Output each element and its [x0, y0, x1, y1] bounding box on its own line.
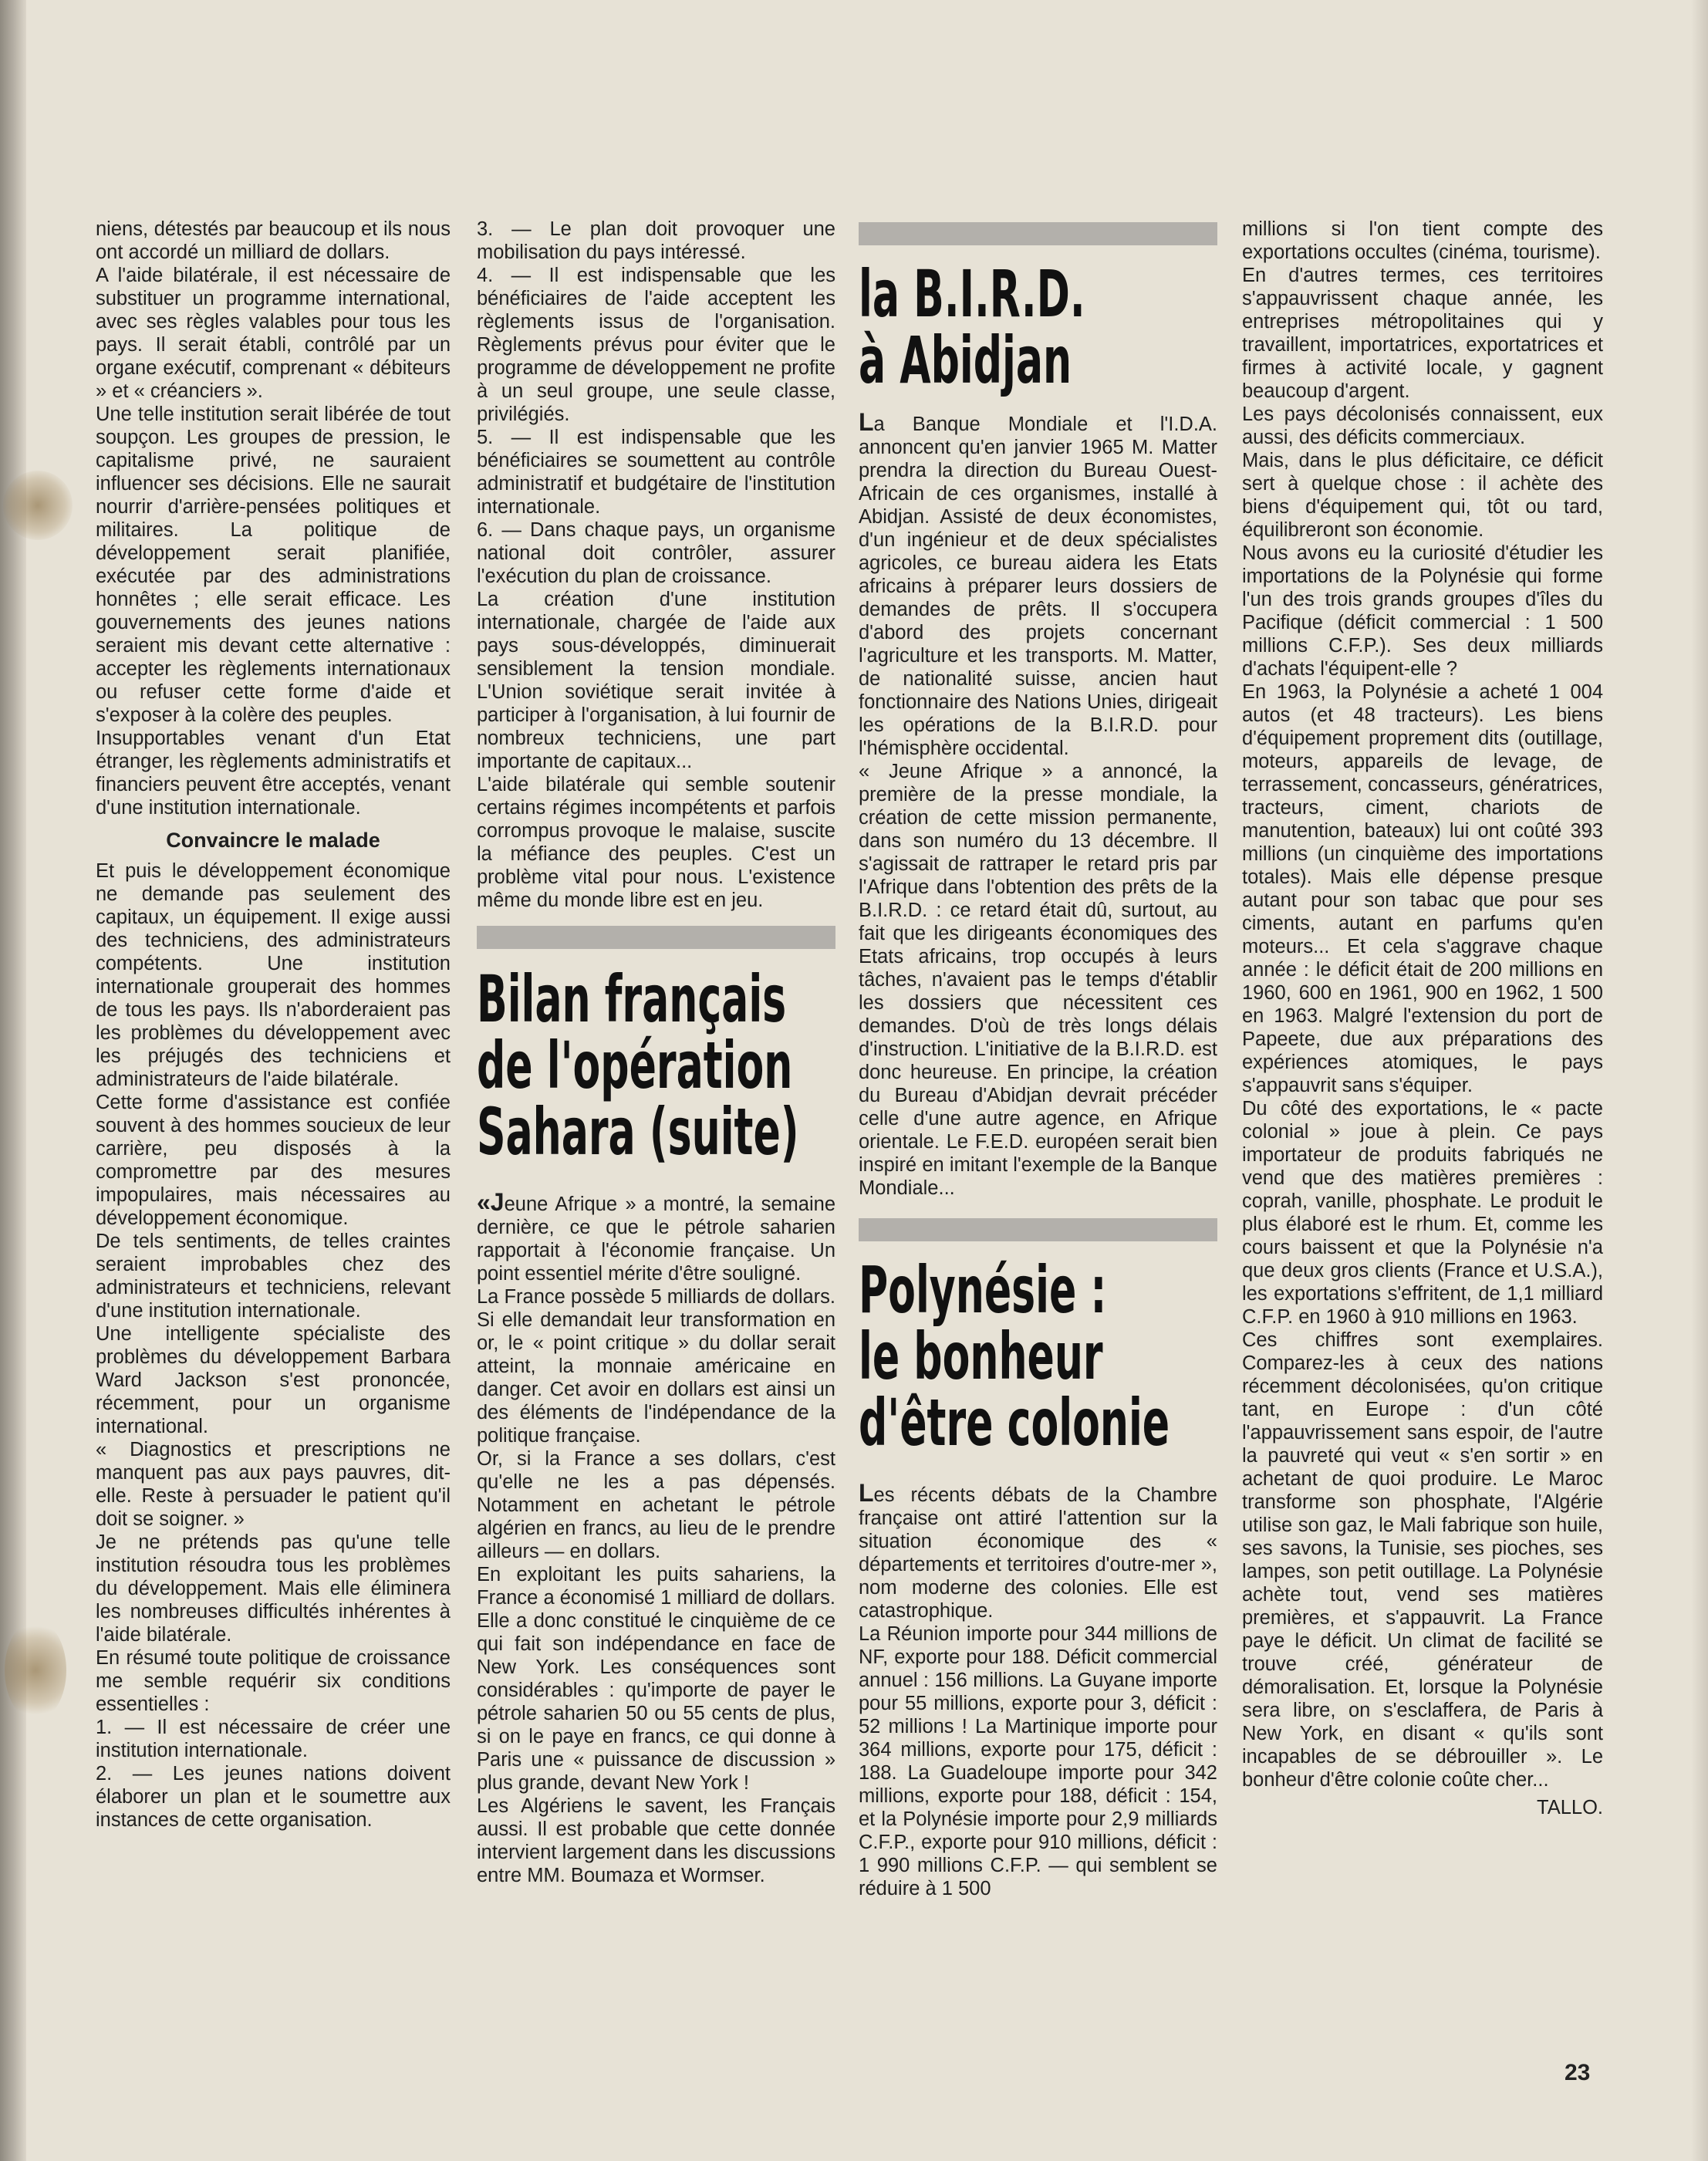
paragraph: Nous avons eu la curiosité d'étudier les importations de la Polynésie qui forme l'un des trois grands groupes d'îles du Pacifique (déficit commercial : 1 500 millions C.F.P.). Ses deux milliards d'achats l'équipent-elle ?	[1242, 542, 1603, 680]
subheading: Convaincre le malade	[166, 829, 380, 852]
paragraph: millions si l'on tient compte des exportations occultes (cinéma, tourisme).	[1242, 218, 1603, 263]
column-4	[1242, 218, 1603, 1819]
paragraph: En exploitant les puits sahariens, la France a économisé 1 milliard de dollars. Elle a donc constitué le cinquième de ce qui fait son indépendance en face de New York. Les conséquences sont considérables : qu'importe de payer le pétrole saharien 50 ou 55 cents de plus, si on le paye en francs, ce qui donne à Paris une « puissance de discussion » plus grande, devant New York !	[477, 1564, 835, 1794]
lead-text: es récents débats de la Chambre française ont attiré l'attention sur la situation économique des « départements et territoires d'outre-mer », nom moderne des colonies. Elle est catastrophique.	[859, 1484, 1217, 1622]
stain-mark	[3, 471, 73, 540]
paragraph: 1. — Il est nécessaire de créer une institution internationale.	[96, 1717, 451, 1761]
section-divider-bar	[477, 926, 835, 949]
paragraph: 5. — Il est indispensable que les bénéficiaires se soumettent au contrôle administratif et budgétaire de l'institution internationale.	[477, 427, 835, 518]
lead-paragraph	[859, 1481, 1217, 1622]
paragraph: 2. — Les jeunes nations doivent élaborer un plan et le soumettre aux instances de cette organisation.	[96, 1763, 451, 1831]
paragraph: En d'autres termes, ces territoires s'appauvrissent chaque année, les entreprises métropolitaines qui y travaillent, importatrices, exportatrices et firmes à activité locale, y gagnent beaucoup d'argent.	[1242, 265, 1603, 402]
headline-line: à Abidjan	[859, 322, 1072, 398]
lead-paragraph	[477, 1190, 835, 1285]
section-divider-bar	[859, 1218, 1217, 1241]
paragraph: Et puis le développement économique ne demande pas seulement des capitaux, un équipement. Il exige aussi des techniciens, des administrateurs compétents. Une institution internationale grouperait des hommes de tous les pays. Ils n'aborderaient pas les problèmes du développement avec les préjugés des techniciens et administrateurs de l'aide bilatérale.	[96, 860, 451, 1090]
paragraph: En 1963, la Polynésie a acheté 1 004 autos (et 48 tracteurs). Les biens d'équipement proprement dits (outillage, moteurs, appareils de levage, de terrassement, concasseurs, génératrices, tracteurs, ciment, chariots de manutention, bateaux) lui ont coûté 393 millions (un cinquième des importations totales). Mais elle dépense presque autant pour son tabac que pour ses ciments, autant en parfums qu'en moteurs... Et cela s'aggrave chaque année : le déficit était de 200 millions en 1960, 600 en 1961, 900 en 1962, 1 500 en 1963. Malgré l'extension du port de Papeete, due aux préparations des expériences atomiques, le pays s'appauvrit sans s'équiper.	[1242, 681, 1603, 1096]
section-divider-bar	[859, 222, 1217, 245]
headline-bilan	[477, 961, 799, 1170]
drop-cap: L	[859, 408, 874, 436]
headline-line: Bilan français	[477, 961, 787, 1037]
paragraph: La France possède 5 milliards de dollars. Si elle demandait leur transformation en or, le « point critique » du dollar serait atteint, la monnaie américaine en danger. Cet avoir en dollars est ainsi un des éléments de l'indépendance de la politique française.	[477, 1286, 835, 1447]
headline-line: de l'opération	[477, 1028, 793, 1103]
page-edge	[1691, 0, 1708, 2161]
paragraph: « Diagnostics et prescriptions ne manquent pas aux pays pauvres, dit-elle. Reste à persuader le patient qu'il doit se soigner. »	[96, 1439, 451, 1530]
paragraph: Mais, dans le plus déficitaire, ce déficit sert à quelque chose : il achète des biens d'équipement qui, tôt ou tard, équilibreront son économie.	[1242, 450, 1603, 541]
paragraph: La création d'une institution internationale, chargée de l'aide aux pays sous-développés, diminuerait sensiblement la tension mondiale. L'Union soviétique serait invitée à participer à l'organisation, à lui fournir de nombreux techniciens, une part importante de capitaux...	[477, 589, 835, 772]
author-signature: TALLO.	[1537, 1797, 1603, 1818]
paragraph: « Jeune Afrique » a annoncé, la première de la presse mondiale, la création de cette mission permanente, dans son numéro du 13 décembre. Il s'agissait de rattraper le retard pris par l'Afrique dans l'obtention des prêts de la B.I.R.D. : ce retard était dû, surtout, au fait que les dirigeants économiques des Etats africains, trop occupés à leurs tâches, n'avaient pas le temps d'établir les dossiers que nécessitent ces demandes. D'où de très longs délais d'instruction. L'initiative de la B.I.R.D. est donc heureuse. En principe, la création du Bureau d'Abidjan devrait précéder celle d'une autre agence, en Afrique orientale. Le F.E.D. européen serait bien inspiré en imitant l'exemple de la Banque Mondiale...	[859, 761, 1217, 1199]
paragraph: Or, si la France a ses dollars, c'est qu'elle ne les a pas dépensés. Notamment en achetant le pétrole algérien en francs, au lieu de le prendre ailleurs — en dollars.	[477, 1448, 835, 1562]
lead-paragraph	[859, 410, 1217, 760]
lead-text: eune Afrique » a montré, la semaine dernière, ce que le pétrole saharien rapportait à l'économie française. Un point essentiel mérite d'être souligné.	[477, 1194, 835, 1285]
headline-line: Polynésie :	[859, 1252, 1107, 1328]
paragraph: 6. — Dans chaque pays, un organisme national doit contrôler, assurer l'exécution du plan de croissance.	[477, 519, 835, 587]
stain-mark	[5, 1620, 66, 1720]
headline-line: d'être colonie	[859, 1385, 1170, 1460]
headline-bird	[859, 256, 1085, 398]
paragraph: niens, détestés par beaucoup et ils nous ont accordé un milliard de dollars.	[96, 218, 451, 263]
drop-cap: L	[859, 1479, 874, 1507]
paragraph: Cette forme d'assistance est confiée souvent à des hommes soucieux de leur carrière, peu disposés à la compromettre par des mesures impopulaires, mais nécessaires au développement économique.	[96, 1092, 451, 1229]
headline-line: le bonheur	[859, 1319, 1103, 1394]
paragraph: Ces chiffres sont exemplaires. Comparez-les à ceux des nations récemment décolonisées, qu'on critique tant, en Europe : d'un côté l'appauvrissement sans espoir, de l'autre la pauvreté qui veut « s'en sortir » en achetant de quoi produire. Le Maroc transforme son phosphate, l'Algérie utilise son gaz, le Mali fabrique son huile, ses savons, la Tunisie, ses pioches, ses lampes, son petit outillage. La Polynésie achète tout, vend ses matières premières, et s'appauvrit. La France paye le déficit. Un climat de facilité se trouve créé, générateur de démoralisation. Et, lorsque la Polynésie sera libre, on s'esclaffera, de Paris à New York, en disant « qu'ils sont incapables de se débrouiller ». Le bonheur d'être colonie coûte cher...	[1242, 1329, 1603, 1791]
page-number: 23	[1565, 2060, 1591, 2085]
paragraph: L'aide bilatérale qui semble soutenir certains régimes incompétents et parfois corrompus provoque le malaise, suscite la méfiance des peuples. C'est un problème vital pour nous. L'existence même du monde libre est en jeu.	[477, 774, 835, 911]
paragraph: Du côté des exportations, le « pacte colonial » joue à plein. Ce pays importateur de produits fabriqués ne vend que des matières premières : coprah, vanille, phosphate. Le produit le plus élaboré est le rhum. Et, comme les cours baissent et que la Polynésie n'a que deux gros clients (France et U.S.A.), les exportations s'effritent, de 1,1 milliard C.F.P. en 1960 à 910 millions en 1963.	[1242, 1098, 1603, 1328]
paragraph: Les pays décolonisés connaissent, eux aussi, des déficits commerciaux.	[1242, 403, 1603, 448]
drop-cap: «J	[477, 1188, 505, 1216]
paragraph: 4. — Il est indispensable que les bénéficiaires de l'aide acceptent les règlements issus de l'organisation. Règlements prévus pour éviter que le programme de développement ne profite à un seul groupe, une seule classe, privilégiés.	[477, 265, 835, 425]
headline-polynesie	[859, 1252, 1170, 1461]
paragraph: Insupportables venant d'un Etat étranger, les règlements administratifs et financiers peuvent être acceptés, venant d'une institution internationale.	[96, 728, 451, 819]
column-2	[477, 218, 835, 1887]
paragraph: 3. — Le plan doit provoquer une mobilisation du pays intéressé.	[477, 218, 835, 263]
column-3	[859, 218, 1217, 1900]
lead-text: a Banque Mondiale et l'I.D.A. annoncent qu'en janvier 1965 M. Matter prendra la direction du Bureau Ouest-Africain de ces organismes, installé à Abidjan. Assisté de deux économistes, d'un ingénieur et de deux spécialistes agricoles, ce bureau aidera les Etats africains à préparer leurs dossiers de demandes de prêts. Il s'occupera d'abord des projets concernant l'agriculture et les transports. M. Matter, de nationalité suisse, ancien haut fonctionnaire des Nations Unies, dirigeait les opérations de la B.I.R.D. pour l'hémisphère occidental.	[859, 414, 1217, 759]
paragraph: De tels sentiments, de telles craintes seraient improbables chez des administrateurs et techniciens, relevant d'une institution internationale.	[96, 1231, 451, 1322]
paragraph: En résumé toute politique de croissance me semble requérir six conditions essentielles :	[96, 1647, 451, 1715]
paragraph: Je ne prétends pas qu'une telle institution résoudra tous les problèmes du développement. Mais elle éliminera les nombreuses difficultés inhérentes à l'aide bilatérale.	[96, 1531, 451, 1646]
paragraph: A l'aide bilatérale, il est nécessaire de substituer un programme international, avec ses règles valables pour tous les pays. Il serait établi, contrôlé par un organe exécutif, comprenant « débiteurs » et « créanciers ».	[96, 265, 451, 402]
headline-line: Sahara (suite)	[477, 1094, 799, 1170]
paragraph: Une intelligente spécialiste des problèmes du développement Barbara Ward Jackson s'est prononcée, récemment, pour un organisme international.	[96, 1323, 451, 1437]
paragraph: Une telle institution serait libérée de tout soupçon. Les groupes de pression, le capitalisme privé, ne sauraient influencer ses décisions. Elle ne saurait nourrir d'arrière-pensées politiques et militaires. La politique de développement serait planifiée, exécutée par des administrations honnêtes ; elle serait efficace. Les gouvernements des jeunes nations seraient mis devant cette alternative : accepter les règlements internationaux ou refuser cette forme d'aide et s'exposer à la colère des peuples.	[96, 403, 451, 726]
paragraph: La Réunion importe pour 344 millions de NF, exporte pour 188. Déficit commercial annuel : 156 millions. La Guyane importe pour 55 millions, exporte pour 3, déficit : 52 millions ! La Martinique importe pour 364 millions, exporte pour 175, déficit : 188. La Guadeloupe importe pour 342 millions, exporte pour 188, déficit : 154, et la Polynésie importe pour 2,9 milliards C.F.P., exporte pour 910 millions, déficit : 1 990 millions C.F.P. — qui semblent se réduire à 1 500	[859, 1623, 1217, 1899]
headline-line: la B.I.R.D.	[859, 256, 1085, 332]
column-1	[96, 218, 451, 1832]
paragraph: Les Algériens le savent, les Français aussi. Il est probable que cette donnée intervient largement dans les discussions entre MM. Boumaza et Wormser.	[477, 1795, 835, 1886]
binding-gutter	[0, 0, 26, 2161]
